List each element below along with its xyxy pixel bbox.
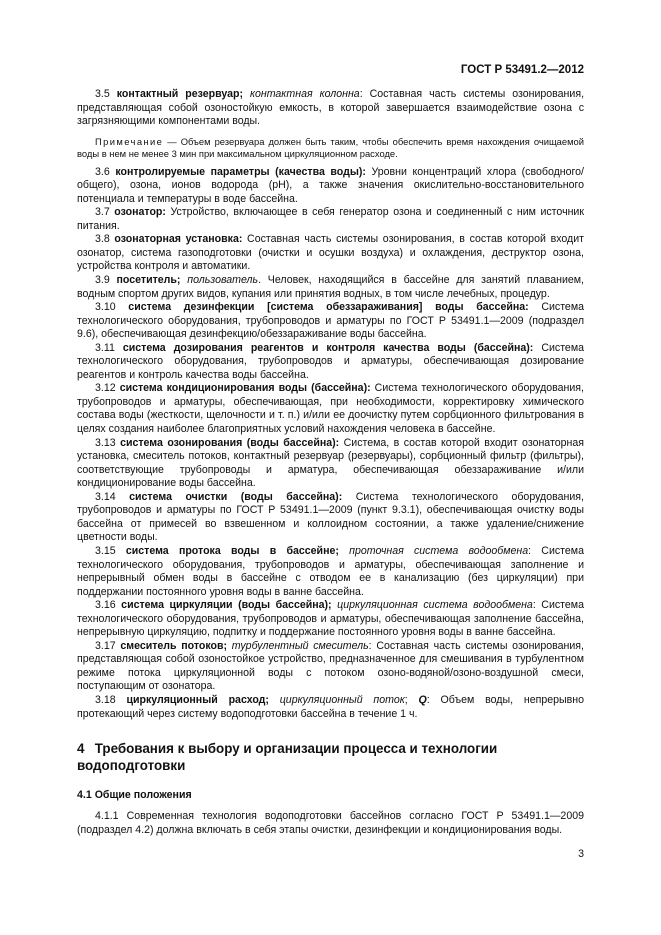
term-3-9: 3.9 посетитель; пользователь. Человек, находящийся в бассейне для занятий плаванием, водным спортом других видов, купания или принятия водных, в том числе лечебных, процедур. <box>77 274 584 300</box>
page-content <box>77 88 584 837</box>
term-3-5: 3.5 контактный резервуар; контактная колонна: Составная часть системы озонирования, представляющая собой озоностойкую емкость, в которой завершается взаимодействие озона с загрязняющими компонентами воды. <box>77 88 585 128</box>
term-3-15: 3.15 система протока воды в бассейне; проточная система водообмена: Система технологического оборудования, трубопроводов и арматуры, обеспечивающая заполнение и непрерывный обмен воды в бассейне с отводом ее в канализацию (без циркуляции) при поддержании постоянного уровня воды в ванне бассейна. <box>77 544 584 598</box>
document-header: ГОСТ Р 53491.2—2012 <box>460 64 584 76</box>
section-4-heading: 4 Требования к выбору и организации процесса и технологии водоподготовки <box>77 741 498 773</box>
page-number: 3 <box>578 848 584 860</box>
term-3-14: 3.14 система очистки (воды бассейна): Система технологического оборудования, трубопроводов и арматуры по ГОСТ Р 53491.1—2009 (пункт 9.3.1), обеспечивающая очистку воды бассейна от примесей во взвешенном и коллоидном состоянии, а также удаление/снижение цветности воды. <box>77 490 584 544</box>
term-3-10: 3.10 система дезинфекции [система обеззараживания] воды бассейна: Система технологического оборудования, трубопроводов и арматуры по ГОСТ Р 53491.1—2009 (подраздел 9.6), обеспечивающая дезинфекцию/обеззараживание воды бассейна. <box>77 301 584 341</box>
section-4-1-heading: 4.1 Общие положения <box>77 789 192 802</box>
term-3-11: 3.11 система дозирования реагентов и контроля качества воды (бассейна): Система технологического оборудования, трубопроводов и арматуры, обеспечивающая дозирование реагентов и контроль качества воды бассейна. <box>77 341 584 381</box>
term-3-8: 3.8 озонаторная установка: Составная часть системы озонирования, в состав которой входит озонатор, система газоподготовки (очистки и осушки воздуха) и охлаждения, деструктор озона, устройства контроля и автоматики. <box>77 233 584 273</box>
para-4-1-1: 4.1.1 Современная технология водоподготовки бассейнов согласно ГОСТ Р 53491.1—2009 (подраздел 4.2) должна включать в себя этапы очистки, дезинфекции и кондиционирования воды. <box>77 810 584 836</box>
term-3-7: 3.7 озонатор: Устройство, включающее в себя генератор озона и соединенный с ним источник питания. <box>77 206 584 232</box>
term-3-6: 3.6 контролируемые параметры (качества воды): Уровни концентраций хлора (свободного/общего), озона, ионов водорода (pH), а также значения окислительно-восстановительного потенциала и температуры в воде бассейна. <box>77 165 584 205</box>
term-3-12: 3.12 система кондиционирования воды (бассейна): Система технологического оборудования, трубопроводов и арматуры, обеспечивающая, при необходимости, корректировку химического состава воды (жесткости, щелочности и т. п.) и/или ее доочистку путем сорбционного фильтрования в целях создания наиболее благоприятных условий нахождения человека в бассейне. <box>77 382 584 436</box>
term-3-18: 3.18 циркуляционный расход; циркуляционный поток; Q: Объем воды, непрерывно протекающий через систему водоподготовки бассейна в течение 1 ч. <box>77 693 584 720</box>
note-3-5: Примечание — Объем резервуара должен быть таким, чтобы обеспечить время нахождения очищаемой воды в нем не менее 3 мин при максимальном циркуляционном расходе. <box>77 135 584 159</box>
term-3-17: 3.17 смеситель потоков; турбулентный смеситель: Составная часть системы озонирования, представляющая собой озоностойкое устройство, предназначенное для смешивания в турбулентном режиме потока циркуляционной воды с потоком озоно-водяной/озоно-воздушной смеси, поступающим от озонатора. <box>77 639 584 693</box>
term-3-13: 3.13 система озонирования (воды бассейна): Система, в состав которой входит озонаторная установка, смеситель потоков, контактный резервуар (резервуары), сорбционный фильтр (фильтры), соответствующие трубопроводы и арматура, обеспечивающая обеззараживание и/или кондиционирование воды бассейна. <box>77 436 584 490</box>
term-3-16: 3.16 система циркуляции (воды бассейна); циркуляционная система водообмена: Система технологического оборудования, трубопроводов и арматуры, обеспечивающая заполнение бассейна, непрерывную циркуляцию, подпитку и поддержание постоянного уровня воды в ванне бассейна. <box>77 599 584 639</box>
